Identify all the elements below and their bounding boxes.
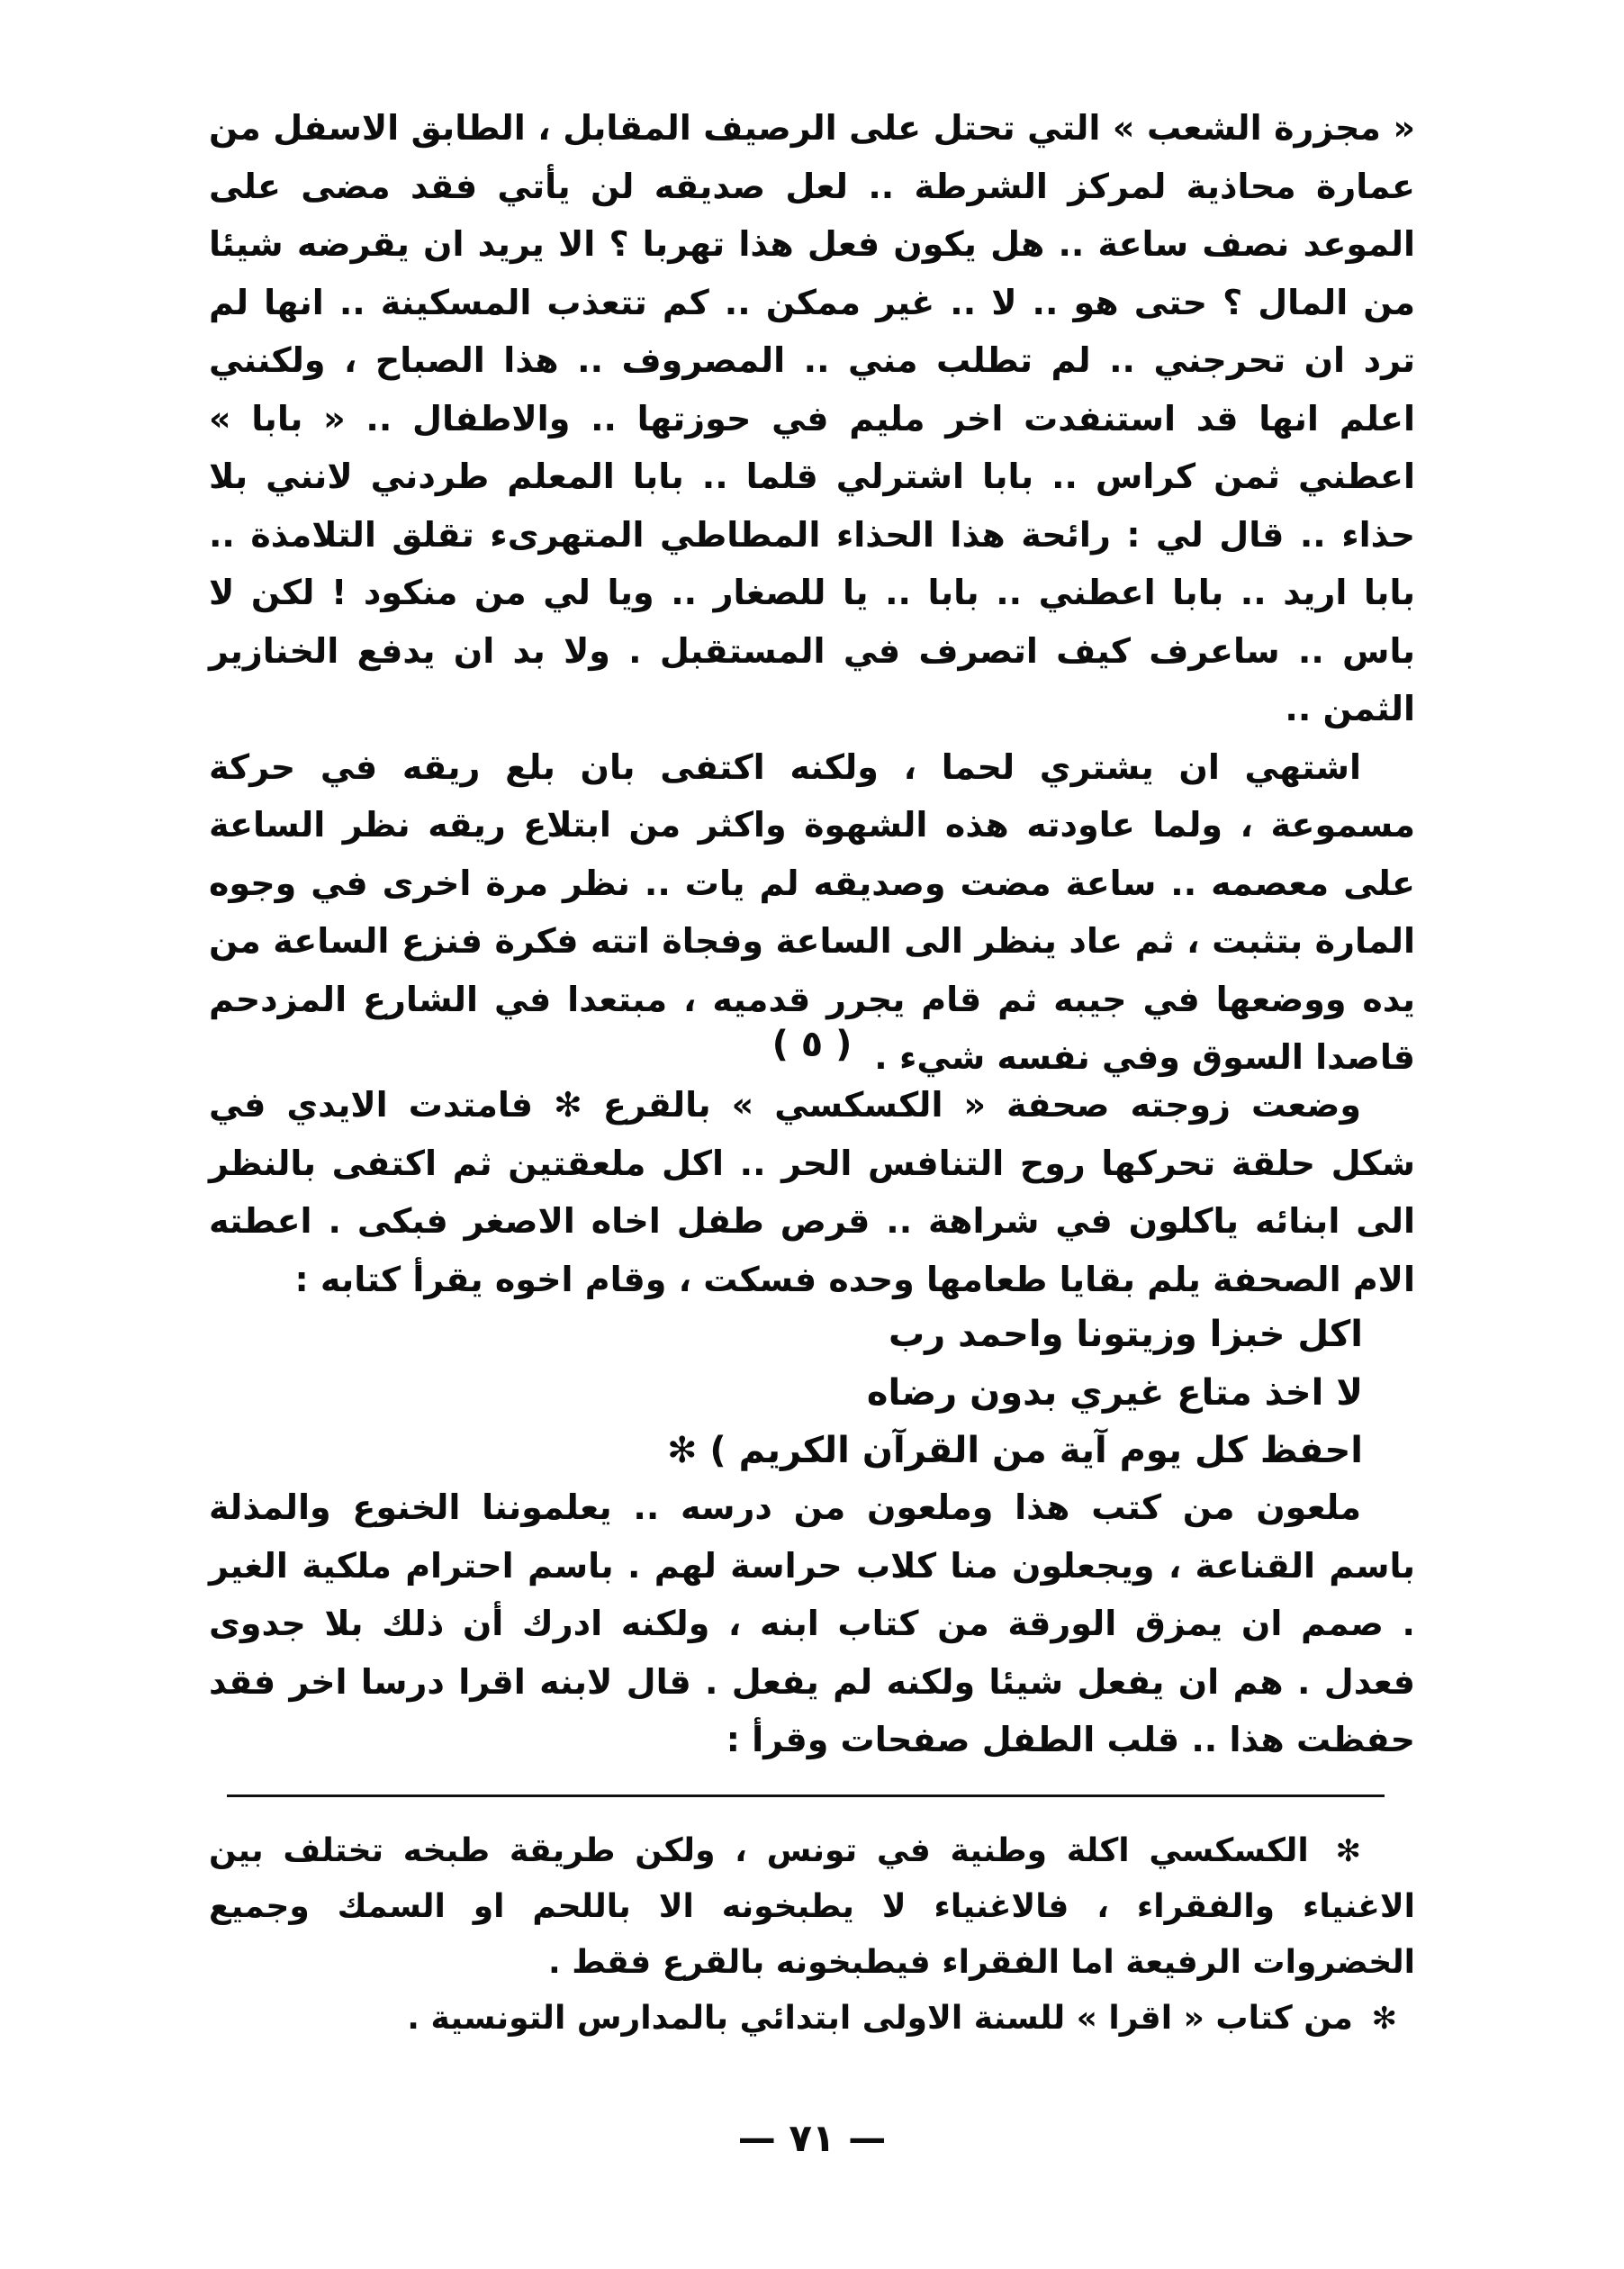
verse-line: اكل خبزا وزيتونا واحمد رب — [888, 1314, 1363, 1355]
section-heading: ( ٥ ) — [771, 1024, 853, 1065]
footnote-divider — [227, 1794, 1385, 1797]
body-text-top — [209, 99, 1415, 1087]
paragraph: ملعون من كتب هذا وملعون من درسه .. يعلموننا الخنوع والمذلة باسم القناعة ، ويجعلون منا كلاب حراسة لهم . باسم احترام ملكية الغير . صمم ان يمزق الورقة من كتاب ابنه ، ولكنه ادرك أن ذلك بلا جدوى فعدل . هم ان يفعل شيئا ولكنه لم يفعل . قال لابنه اقرا درسا اخر فقد حفظت هذا .. قلب الطفل صفحات وقرأ : — [209, 1487, 1415, 1759]
paragraph: اشتهي ان يشتري لحما ، ولكنه اكتفى بان بلع ريقه في حركة مسموعة ، ولما عاودته هذه الشهوة واكثر من ابتلاع ريقه نظر الساعة على معصمه .. ساعة مضت وصديقه لم يات .. نظر مرة اخرى في وجوه المارة بتثبت ، ثم عاد ينظر الى الساعة وفجاة اتته فكرة فنزع الساعة من يده ووضعها في جيبه ثم قام يجرر قدميه ، مبتعدا في الشارع المزدحم قاصدا السوق وفي نفسه شيء . — [209, 746, 1415, 1077]
verse-block — [463, 1306, 1363, 1480]
body-text-after — [209, 1478, 1415, 1769]
body-text-section — [209, 1076, 1415, 1308]
asterisk-icon: ✻ — [1335, 1833, 1361, 1869]
verse-line: لا اخذ متاع غيري بدون رضاه — [866, 1371, 1363, 1414]
footnotes — [209, 1823, 1415, 2047]
page-number: — ٧١ — — [737, 2116, 887, 2160]
verse-line: احفظ كل يوم آية من القرآن الكريم ) ✻ — [666, 1430, 1363, 1471]
paragraph: « مجزرة الشعب » التي تحتل على الرصيف المقابل ، الطابق الاسفل من عمارة محاذية لمركز الشرطة .. لعل صديقه لن يأتي فقد مضى على الموعد نصف ساعة .. هل يكون فعل هذا تهربا ؟ الا يريد ان يقرضه شيئا من المال ؟ حتى هو .. لا .. غير ممكن .. كم تتعذب المسكينة .. انها لم ترد ان تحرجني .. لم تطلب مني .. المصروف .. هذا الصباح ، ولكنني اعلم انها قد استنفدت اخر مليم في حوزتها .. والاطفال .. « بابا » اعطني ثمن كراس .. بابا اشترلي قلما .. بابا المعلم طردني لانني بلا حذاء .. قال لي : رائحة هذا الحذاء المطاطي المتهرىء تقلق التلامذة .. بابا اريد .. بابا اعطني .. بابا .. يا للصغار .. ويا لي من منكود ! لكن لا باس .. ساعرف كيف اتصرف في المستقبل . ولا بد ان يدفع الخنازير الثمن .. — [209, 108, 1415, 728]
footnote-text: الكسكسي اكلة وطنية في تونس ، ولكن طريقة طبخه تختلف بين الاغنياء والفقراء ، فالاغنياء لا يطبخونه الا باللحم او السمك وجميع الخضروات الرفيعة اما الفقراء فيطبخونه بالقرع فقط . — [209, 1832, 1415, 1981]
asterisk-icon: ✻ — [1371, 2001, 1397, 2037]
footnote — [209, 1991, 1415, 2047]
footnote — [209, 1823, 1415, 1991]
footnote-text: من كتاب « اقرا » للسنة الاولى ابتدائي بالمدارس التونسية . — [407, 2000, 1353, 2037]
paragraph: وضعت زوجته صحفة « الكسكسي » بالقرع ✻ فامتدت الايدي في شكل حلقة تحركها روح التنافس الحر .. اكل ملعقتين ثم اكتفى بالنظر الى ابنائه ياكلون في شراهة .. قرص طفل اخاه الاصغر فبكى . اعطته الام الصحفة يلم بقايا طعامها وحده فسكت ، وقام اخوه يقرأ كتابه : — [209, 1085, 1415, 1299]
